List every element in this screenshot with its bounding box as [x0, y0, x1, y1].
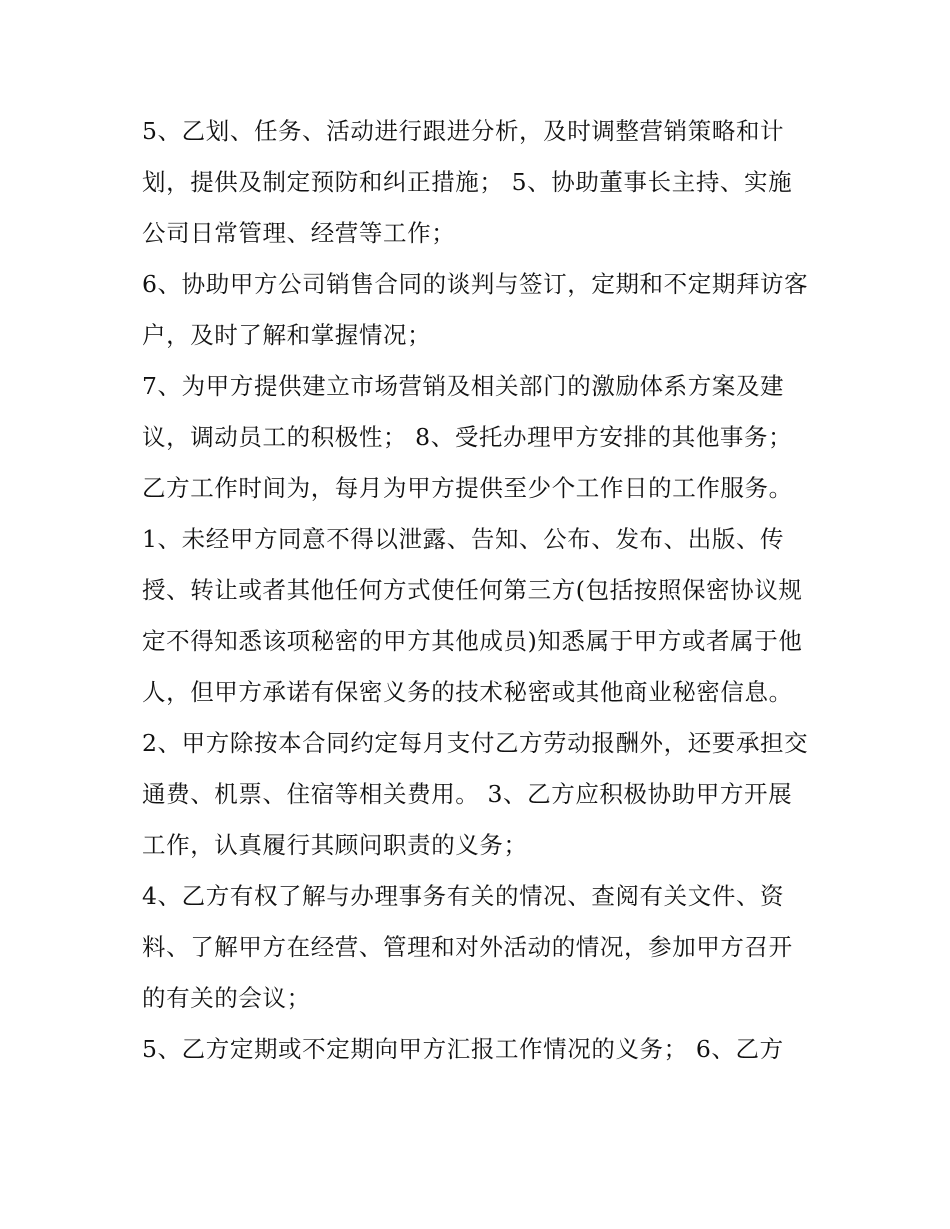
paragraph-5: 2、甲方除按本合同约定每月支付乙方劳动报酬外，还要承担交通费、机票、住宿等相关费用。 3、乙方应积极协助甲方开展工作，认真履行其顾问职责的义务；: [142, 729, 809, 859]
paragraph-7: 5、乙方定期或不定期向甲方汇报工作情况的义务； 6、乙方: [142, 1035, 784, 1063]
paragraph-1: 5、乙划、任务、活动进行跟进分析，及时调整营销策略和计划，提供及制定预防和纠正措施； 5、协助董事长主持、实施公司日常管理、经营等工作；: [142, 117, 793, 247]
paragraph-2: 6、协助甲方公司销售合同的谈判与签订，定期和不定期拜访客户，及时了解和掌握情况；: [142, 270, 809, 349]
paragraph-6: 4、乙方有权了解与办理事务有关的情况、查阅有关文件、资料、了解甲方在经营、管理和对外活动的情况，参加甲方召开的有关的会议；: [142, 882, 793, 1012]
document-body: [142, 106, 812, 1075]
paragraph-3: 7、为甲方提供建立市场营销及相关部门的激励体系方案及建议，调动员工的积极性； 8、受托办理甲方安排的其他事务；乙方工作时间为，每月为甲方提供至少个工作日的工作服务。: [142, 372, 793, 502]
paragraph-4: 1、未经甲方同意不得以泄露、告知、公布、发布、出版、传授、转让或者其他任何方式使任何第三方(包括按照保密协议规定不得知悉该项秘密的甲方其他成员)知悉属于甲方或者属于他人，但甲方承诺有保密义务的技术秘密或其他商业秘密信息。: [142, 525, 803, 706]
